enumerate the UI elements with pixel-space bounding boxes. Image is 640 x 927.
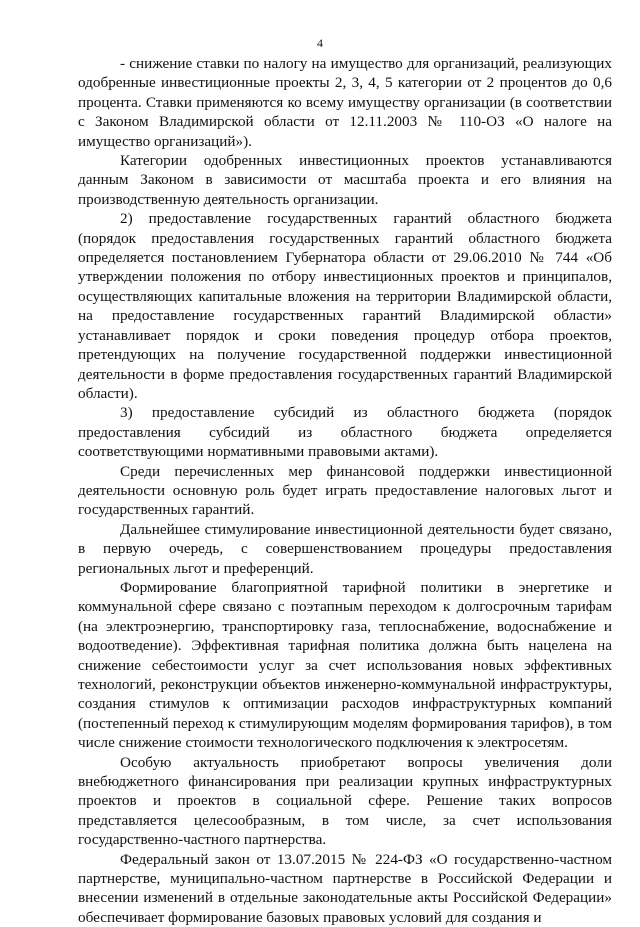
paragraph-main-measures: Среди перечисленных мер финансовой поддержки инвестиционной деятельности основную роль будет играть предоставление налоговых льгот и государственных гарантий. (78, 462, 612, 519)
document-body (78, 54, 612, 927)
paragraph-federal-law: Федеральный закон от 13.07.2015 № 224-ФЗ «О государственно-частном партнерстве, муниципально-частном партнерстве в Российской Федерации и внесении изменений в отдельные законодательные акты Российской Федерации» обеспечивает формирование базовых правовых условий для создания и (78, 850, 612, 926)
paragraph-subsidies: 3) предоставление субсидий из областного бюджета (порядок предоставления субсидий из областного бюджета определяется соответствующими нормативными правовыми актами). (78, 404, 612, 461)
page-number: 4 (317, 36, 323, 50)
paragraph-project-categories: Категории одобренных инвестиционных проектов устанавливаются данным Законом в зависимости от масштаба проекта и его влияния на производственную деятельность организации. (78, 152, 612, 208)
paragraph-property-tax-rate: - снижение ставки по налогу на имущество для организаций, реализующих одобренные инвестиционные проекты 2, 3, 4, 5 категории от 2 процентов до 0,6 процента. Ставки применяются ко всему имуществу организации (в соответствии с Законом Владимирской области от 12.11.2003 № 110-ОЗ «О налоге на имущество организаций»). (78, 55, 612, 150)
paragraph-tariff-policy: Формирование благоприятной тарифной политики в энергетике и коммунальной сфере связано с поэтапным переходом к долгосрочным тарифам (на электроэнергию, транспортировку газа, теплоснабжение, водоснабжение и водоотведение). Эффективная тарифная политика должна быть нацелена на снижение себестоимости услуг за счет использования новых эффективных технологий, реконструкции объектов инженерно-коммунальной инфраструктуры, создания стимулов к оптимизации расходов инфраструктурных компаний (постепенный переход к стимулирующим моделям формирования тарифов), в том числе снижение стоимости технологического подключения к электросетям. (78, 578, 612, 752)
paragraph-further-stimulation: Дальнейшее стимулирование инвестиционной деятельности будет связано, в первую очередь, с совершенствованием процедуры предоставления региональных льгот и преференций. (78, 520, 612, 577)
paragraph-extrabudgetary-financing: Особую актуальность приобретают вопросы увеличения доли внебюджетного финансирования при реализации крупных инфраструктурных проектов и проектов в социальной сфере. Решение таких вопросов представляется целесообразным, в том числе, за счет использования государственно-частного партнерства. (78, 753, 612, 849)
paragraph-state-guarantees: 2) предоставление государственных гарантий областного бюджета (порядок предоставления государственных гарантий областного бюджета определяется постановлением Губернатора области от 29.06.2010 № 744 «Об утверждении положения по отбору инвестиционных проектов и принципалов, осуществляющих капитальные вложения на территории Владимирской области, на предоставление государственных гарантий Владимирской области» устанавливает порядок и сроки поведения процедур отбора проектов, претендующих на получение государственной поддержки инвестиционной деятельности в форме предоставления государственных гарантий Владимирской области). (78, 210, 612, 402)
